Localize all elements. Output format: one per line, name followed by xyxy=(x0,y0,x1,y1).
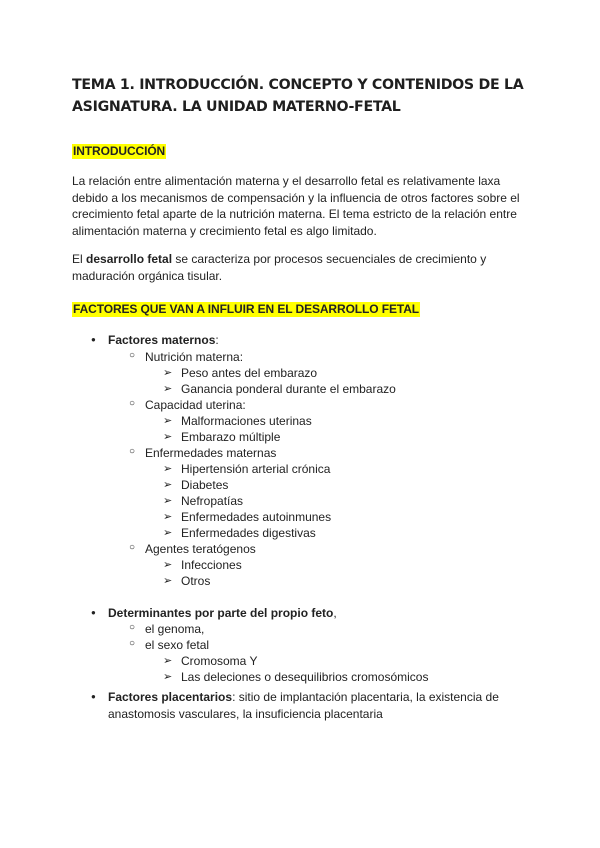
maternal-factors-suffix: : xyxy=(215,333,219,347)
bullet-circle-icon: ○ xyxy=(129,398,136,409)
document-page xyxy=(72,74,532,721)
bullet-circle-icon: ○ xyxy=(129,446,136,457)
nutrition-label: Nutrición materna: xyxy=(145,350,244,364)
page-title xyxy=(72,74,532,118)
fetal-development-paragraph xyxy=(72,251,532,284)
list-item-text: Enfermedades digestivas xyxy=(181,526,316,540)
list-item-text: Ganancia ponderal durante el embarazo xyxy=(181,382,396,396)
list-item-text: Malformaciones uterinas xyxy=(181,414,312,428)
list-item-text: Diabetes xyxy=(181,478,229,492)
genome-label: el genoma, xyxy=(145,622,205,636)
fetal-sex-label: el sexo fetal xyxy=(145,638,210,652)
arrowhead-icon: ➢ xyxy=(163,559,173,571)
factores-heading: FACTORES QUE VAN A INFLUIR EN EL DESARROLLO FETAL xyxy=(73,302,420,316)
fetal-determinants-suffix: , xyxy=(333,606,337,620)
arrowhead-icon: ➢ xyxy=(163,367,173,379)
intro-heading: INTRODUCCIÓN xyxy=(73,144,166,158)
arrowhead-icon: ➢ xyxy=(163,527,173,539)
list-item-text: Otros xyxy=(181,574,211,588)
arrowhead-icon: ➢ xyxy=(163,495,173,507)
arrowhead-icon: ➢ xyxy=(163,575,173,587)
placental-factors-label: Factores placentarios xyxy=(108,690,233,704)
maternal-factors-label: Factores maternos xyxy=(108,333,216,347)
bullet-disc-icon: ● xyxy=(91,692,96,701)
bullet-circle-icon: ○ xyxy=(129,542,136,553)
bullet-circle-icon: ○ xyxy=(129,622,136,633)
fetal-determinants-label: Determinantes por parte del propio feto xyxy=(108,606,334,620)
uterine-capacity-label: Capacidad uterina: xyxy=(145,398,246,412)
bullet-circle-icon: ○ xyxy=(129,638,136,649)
arrowhead-icon: ➢ xyxy=(163,383,173,395)
p2-bold-term: desarrollo fetal xyxy=(86,252,173,266)
arrowhead-icon: ➢ xyxy=(163,671,173,683)
intro-paragraph: La relación entre alimentación materna y el desarrollo fetal es relativamente laxa debido a los mecanismos de compensación y la influencia de otros factores sobre el crecimiento fetal aparte de la nutrición materna. El tema estricto de la relación entre alimentación materna y crecimiento fetal es algo limitado. xyxy=(72,174,520,238)
list-item-text: Nefropatías xyxy=(181,494,244,508)
arrowhead-icon: ➢ xyxy=(163,415,173,427)
list-item-text: Hipertensión arterial crónica xyxy=(181,462,331,476)
arrowhead-icon: ➢ xyxy=(163,463,173,475)
list-item-text: Las deleciones o desequilibrios cromosómicos xyxy=(181,670,429,684)
p2-text-start: El xyxy=(72,252,87,266)
list-item-text: Embarazo múltiple xyxy=(181,430,281,444)
placental-factors-text: : sitio de implantación placentaria, la existencia de anastomosis vasculares, la insuficiencia placentaria xyxy=(108,690,499,721)
arrowhead-icon: ➢ xyxy=(163,511,173,523)
bullet-disc-icon: ● xyxy=(91,608,96,617)
list-item-text: Peso antes del embarazo xyxy=(181,366,318,380)
bullet-circle-icon: ○ xyxy=(129,350,136,361)
title-line-1: TEMA 1. INTRODUCCIÓN. CONCEPTO Y CONTENIDOS DE LA xyxy=(72,77,524,93)
maternal-diseases-label: Enfermedades maternas xyxy=(145,446,277,460)
list-item-text: Infecciones xyxy=(181,558,242,572)
list-item-text: Cromosoma Y xyxy=(181,654,258,668)
arrowhead-icon: ➢ xyxy=(163,479,173,491)
title-line-2: ASIGNATURA. LA UNIDAD MATERNO-FETAL xyxy=(72,99,401,115)
bullet-disc-icon: ● xyxy=(91,335,96,344)
p2-text-end: se caracteriza por procesos secuenciales de crecimiento y maduración orgánica tisular. xyxy=(72,252,487,283)
list-item-text: Enfermedades autoinmunes xyxy=(181,510,332,524)
arrowhead-icon: ➢ xyxy=(163,655,173,667)
teratogenic-agents-label: Agentes teratógenos xyxy=(145,542,256,556)
arrowhead-icon: ➢ xyxy=(163,431,173,443)
